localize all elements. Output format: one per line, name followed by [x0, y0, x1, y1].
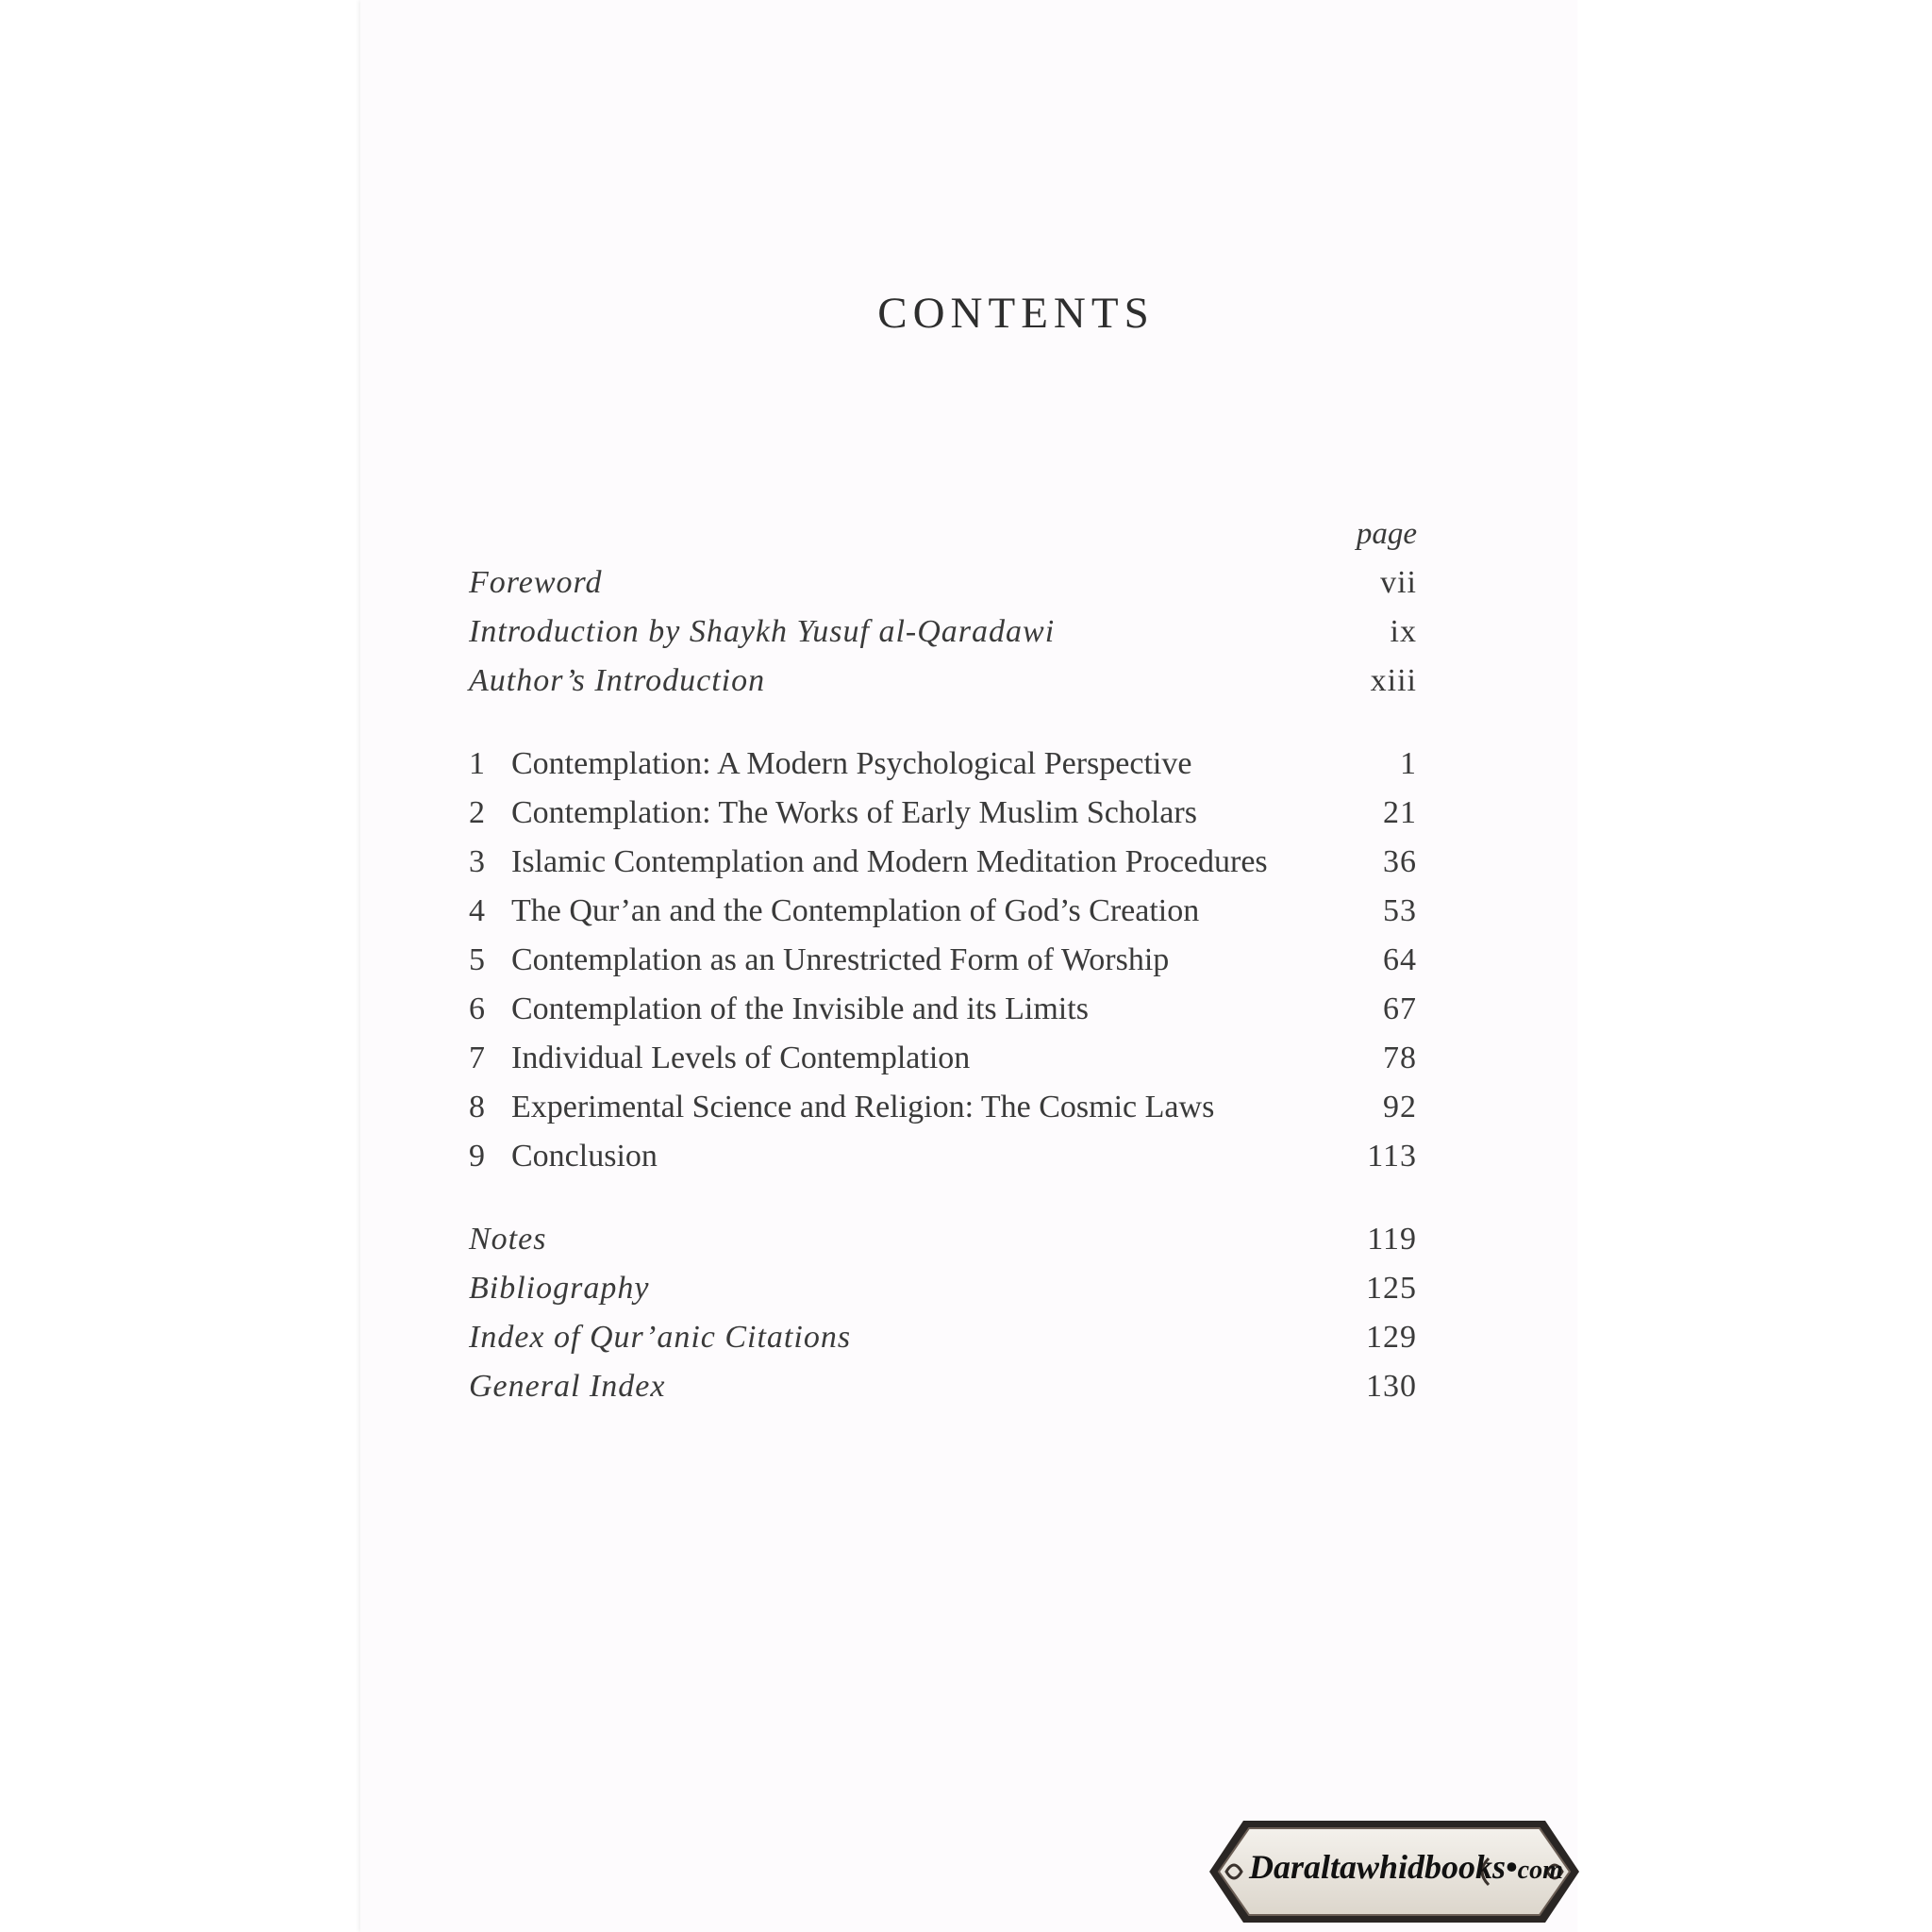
toc-entry-chapter [469, 1132, 1417, 1181]
entry-page: 113 [1367, 1139, 1417, 1174]
toc-entry-chapter [469, 887, 1417, 936]
toc-entry-chapter [469, 1034, 1417, 1083]
watermark-dot: • [1506, 1848, 1518, 1886]
section-spacer [469, 1181, 1417, 1215]
entry-title: Introduction by Shaykh Yusuf al-Qaradawi [469, 614, 1056, 649]
page-column-label: page [1356, 517, 1417, 551]
chapter-number: 8 [469, 1090, 485, 1124]
entry-page: xiii [1370, 663, 1417, 698]
entry-title: Contemplation as an Unrestricted Form of Worship [511, 942, 1170, 977]
entry-title: Contemplation of the Invisible and its Limits [511, 991, 1089, 1026]
entry-page: ix [1390, 614, 1417, 649]
toc-entry-chapter [469, 1083, 1417, 1132]
entry-title: Experimental Science and Religion: The Cosmic Laws [511, 1090, 1215, 1124]
chapter-number: 9 [469, 1139, 485, 1174]
entry-page: 64 [1383, 942, 1417, 977]
entry-page: 1 [1400, 746, 1417, 781]
toc-entry-front [469, 608, 1417, 657]
entry-page: 53 [1383, 893, 1417, 928]
chapter-number: 6 [469, 991, 485, 1026]
toc-entry-back [469, 1215, 1417, 1264]
toc-entry-front [469, 657, 1417, 706]
entry-page: 21 [1383, 795, 1417, 830]
page-title: CONTENTS [877, 289, 1155, 338]
toc-entry-back [469, 1313, 1417, 1362]
chapter-number: 2 [469, 795, 485, 830]
entry-page: 92 [1383, 1090, 1417, 1124]
chapter-number: 3 [469, 844, 485, 879]
entry-title: Individual Levels of Contemplation [511, 1041, 971, 1075]
entry-title: Contemplation: The Works of Early Muslim Scholars [511, 795, 1197, 830]
entry-page: 36 [1383, 844, 1417, 879]
entry-page: 125 [1366, 1271, 1417, 1306]
entry-page: 130 [1366, 1369, 1417, 1404]
table-of-contents [469, 509, 1417, 1411]
entry-title: Index of Qur’anic Citations [469, 1320, 852, 1355]
chapter-number: 4 [469, 893, 485, 928]
entry-title: Contemplation: A Modern Psychological Perspective [511, 746, 1192, 781]
section-spacer [469, 706, 1417, 740]
entry-page: vii [1380, 565, 1417, 600]
book-page [360, 0, 1577, 1932]
toc-entry-chapter [469, 838, 1417, 887]
entry-title: Author’s Introduction [469, 663, 766, 698]
toc-entry-chapter [469, 740, 1417, 789]
watermark-name: Daraltawhidbooks [1249, 1848, 1507, 1886]
entry-title: The Qur’an and the Contemplation of God’s Creation [511, 893, 1200, 928]
chapter-number: 1 [469, 746, 485, 781]
entry-page: 129 [1366, 1320, 1417, 1355]
entry-page: 119 [1367, 1222, 1417, 1257]
entry-title: Islamic Contemplation and Modern Meditation Procedures [511, 844, 1268, 879]
chapter-number: 5 [469, 942, 485, 977]
entry-page: 78 [1383, 1041, 1417, 1075]
chapter-number: 7 [469, 1041, 485, 1075]
watermark-suffix: com [1517, 1856, 1563, 1885]
entry-title: Conclusion [511, 1139, 658, 1174]
entry-title: Foreword [469, 565, 603, 600]
toc-entry-back [469, 1362, 1417, 1411]
toc-entry-back [469, 1264, 1417, 1313]
toc-entry-chapter [469, 985, 1417, 1034]
toc-entry-front [469, 558, 1417, 608]
entry-title: Bibliography [469, 1271, 650, 1306]
toc-entry-chapter [469, 936, 1417, 985]
watermark-badge [1206, 1813, 1583, 1930]
entry-title: General Index [469, 1369, 666, 1404]
entry-page: 67 [1383, 991, 1417, 1026]
entry-title: Notes [469, 1222, 547, 1257]
watermark-text [1249, 1847, 1563, 1887]
toc-entry-chapter [469, 789, 1417, 838]
